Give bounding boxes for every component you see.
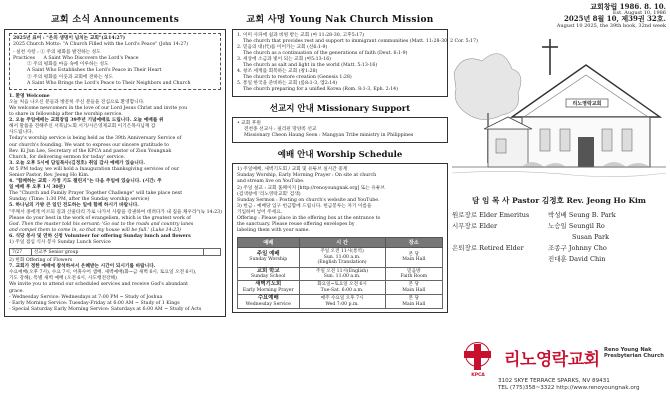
mission-item-en: The church to restore creation (Genesis 1:28) <box>243 75 352 80</box>
table-row <box>238 248 443 267</box>
motto-en: 2025 Church Motto: "A Church Filled with the Lord's Peace" (John 14:27) <box>13 42 189 48</box>
table-row <box>238 281 443 295</box>
ann-4-a: 일 예배 후 오후 1시 30분) <box>9 185 66 191</box>
logo-korean: 리노영락교회 <box>504 350 600 370</box>
table-cell <box>299 267 385 281</box>
ann-2-f: Church, for delivering sermon for today' service. <box>9 154 126 160</box>
bulletin-meta <box>452 4 666 29</box>
mission-list <box>237 33 478 93</box>
practice-first: ① 주의 평화를 발견하는 성도 <box>40 50 101 56</box>
volunteer-table <box>9 248 221 256</box>
church-drawing <box>452 33 666 193</box>
practice-2-en: A Saint Who Establishes the Lord's Peace in Their Heart <box>27 68 162 74</box>
ann-7-b: 기도 강해), 특별 새벽 예배 (오전 6시, 사도행전강해) <box>9 276 117 282</box>
mission-item-en: The church as salt and light in the world (Matt. 5:13-16) <box>243 63 378 68</box>
cell-text: 본 당 <box>408 252 419 258</box>
table-cell <box>203 249 220 256</box>
ann-3: 3. 오늘 오후 5시에 담임목사(김정호) 취임 감사 예배가 있습니다. <box>9 160 145 166</box>
church-illustration <box>452 33 666 193</box>
founded-en: Est. August 10, 1986 <box>612 10 666 17</box>
announcements-column <box>4 4 226 404</box>
table-row <box>238 295 443 309</box>
church-logo-area <box>452 342 666 402</box>
staff-role: 원로장로 Elder Emeritus <box>452 210 530 219</box>
ann-4-c: Sunday. (Time: 1:30 PM, after the Sunday worship service) <box>9 197 150 203</box>
cell-text: 주일 오전 11시(통역) <box>320 249 364 255</box>
ann-6-a: 1) 주일 점심 식사 봉사 Sunday Lunch Service <box>9 240 111 245</box>
practice-3: ③ 주의 평화를 이웃과 교회에 전하는 성도 <box>27 74 114 80</box>
worship-info-line: 2) 주일 설교 : 교회 홈페이지 [http://renoyoungnak.org] 또는 유튜브 <box>237 185 385 191</box>
table-header-row <box>238 238 443 248</box>
worship-lines <box>237 167 443 234</box>
ann-5-b: Please do your best in the work of evangelism, which is the greatest work of <box>9 215 191 221</box>
ann-5-c: God. Then the master told his servant: 'Go out to the roads and country lanes <box>9 221 194 227</box>
worship-info-line: 1) 주일예배, 새벽기도회 / 교회 및 유튜브 실시간 중계 <box>237 167 348 173</box>
table-cell: 선교부 Senior group <box>32 249 204 256</box>
worship-info-line: the sanctuary. Please reuse offering envelopes by <box>237 222 355 228</box>
cell-text: Early Morning Prayer <box>242 287 294 293</box>
staff-role <box>452 232 546 243</box>
ann-7-g: - Special Saturday Early Morning Service: Saturdays at 6:00 AM ~ Study of Acts <box>9 306 202 312</box>
worship-info-line: Sunday Sermon : Posting on church's website and YouTube. <box>237 197 380 203</box>
cell-text: Faith Room <box>400 273 428 279</box>
staff-role: 은퇴장로 Retired Elder <box>452 243 524 252</box>
table-row <box>10 249 221 256</box>
table-cell <box>299 248 385 267</box>
table-row <box>238 267 443 281</box>
practice-label: - 실천 사항 : <box>13 50 39 56</box>
table-cell: 7/27 <box>10 249 32 256</box>
ann-7-c: We invite you to attend our scheduled services and receive God's abundant <box>9 282 188 288</box>
ann-6: 6. 식당 봉사 및 연하 신청 Volunteer for offering Sunday lunch and flowers <box>9 233 191 239</box>
cell-text: Tue-Sat. 6:00 a.m. <box>320 287 364 293</box>
mission-item-kr: 1. 이미 사파에 쉼과 비빙 받는 교회 (마 11:28-30, 고후5:17) <box>237 33 365 38</box>
cell-text: 믿음방 <box>407 268 421 274</box>
address-line: 3102 SKYE TERRACE SPARKS, NV 89431 <box>498 378 610 384</box>
col-header: 시 간 <box>299 238 385 248</box>
staff-row <box>452 232 666 243</box>
missionary-line: 전천종 선교사 : 필리핀 망양족 선교 <box>244 127 317 133</box>
ann-1: 1. 환영 Welcome <box>9 93 50 99</box>
announcements-title: 교회 소식 Announcements <box>50 15 180 25</box>
cell-text: 수요예배 <box>257 295 279 302</box>
staff-list <box>452 210 666 265</box>
church-sign: 리노영락교회 <box>572 100 602 107</box>
worship-table-body <box>238 248 443 309</box>
table-cell <box>299 281 385 295</box>
cell-text: (English Translation) <box>317 260 367 266</box>
ann-3-a: At 5 PM today, we will hold a Inauguration thanksgiving services of our <box>9 166 180 172</box>
ann-1-b: We welcome newcomers in the love of our Lord Jesus Christ and invite you <box>9 105 188 111</box>
table-cell <box>299 295 385 309</box>
worship-table <box>237 237 443 309</box>
worship-info-line: and stream live on YouTube. <box>237 179 305 185</box>
staff-name: 박성배 Seung B. Park <box>548 210 616 219</box>
staff-row <box>452 254 666 265</box>
mission-item-kr: 2. 믿음의 대(代)를 이어가는 교회 (신6:1-9) <box>237 45 328 50</box>
announcements-box <box>4 29 226 317</box>
mission-item-kr: 5. 통일 한국을 준비하는 교회 (롬8:1-3, 엡2:14) <box>237 81 338 86</box>
cell-text: 매주 수요일 오후 7시 <box>320 296 364 302</box>
worship-box <box>232 163 448 313</box>
missionary-box <box>232 117 448 143</box>
staff-row <box>452 210 666 221</box>
contact-line: TEL (775)358~3322 http://www.renoyoungnak.org <box>498 385 640 391</box>
church-address <box>498 378 640 392</box>
cell-text: 교회 학교 <box>256 267 280 274</box>
missionary-title: 선교지 안내 Missionary Support <box>269 104 411 114</box>
staff-name: 조종구 Johnny Cho <box>548 243 607 252</box>
cell-text: Sunday Worship <box>249 257 288 263</box>
table-cell <box>238 267 300 281</box>
mission-item-kr: 3. 세상에 소금과 빛이 되는 교회 (마5:13-16) <box>237 57 332 62</box>
missionary-line: Missionary Cheon Haung Seon : Mangyan Tribe ministry in Philippines <box>244 133 414 139</box>
ann-2-b: 사드립니다. <box>9 130 34 136</box>
cell-text: 주일 예배 <box>256 251 280 258</box>
practice-3-en: A Saint Who Brings the Lord's Peace to Their Neighbors and Church <box>27 80 191 86</box>
practice-en: Practices <box>13 56 36 62</box>
logo-english <box>604 347 664 359</box>
mission-item-en: The church preparing for a unified Korea (Rom. 8:1-3, Eph. 2:14) <box>243 87 398 92</box>
founded-kr: 교회창립 1986. 8. 10. <box>590 2 666 11</box>
cell-text: 화요일~토요일 오전 6시 <box>317 282 367 288</box>
table-cell <box>385 281 442 295</box>
table-cell <box>238 295 300 309</box>
ann-7-a: 수요예배(오후 7시), 수요 7시, 어휴수어 샘배, 새벽예배(화~금 새벽 6시, 토요일 오전 6시), <box>9 270 197 276</box>
issue-kr: 2025년 8월 10, 제39권 32호. <box>563 14 666 24</box>
cell-text: Main Hall <box>402 287 426 293</box>
staff-role: 시무장로 Elder <box>452 221 498 230</box>
ann-7-e: - Wednesday Service: Wednesdays at 7:00 PM ~ Study of Joshua <box>9 294 163 300</box>
worship-info-line: (검색창에 '리노영락교회' 검색) <box>237 191 301 197</box>
cell-text: Sunday School <box>251 273 286 279</box>
ann-4: 4. "함께하는 교회 · 가정 기도 챌린지"는 다음 주일에 있습니다. (시간: 주 <box>9 179 162 185</box>
ann-5-a: "주께서 종에게 이르되 길과 산울타리 가로 나가서 사람을 강권하여 데려다가 내 집을 채우라"(눅 14:23) <box>9 209 222 215</box>
staff-name: 노승일 Seungil Ro <box>548 221 605 230</box>
table-cell <box>385 248 442 267</box>
ann-2-e: Rev. Ki Jun Lee, Secretary of the KPCA and pastor of Zion Youngnak <box>9 148 172 154</box>
pastor-line: 담 임 목 사 Pastor 김정호 Rev. Jeong Ho Kim <box>472 195 646 205</box>
cell-text: 새벽기도회 <box>255 281 282 288</box>
cell-text: Sun. 11:00 a.m. <box>323 273 361 279</box>
cell-text: Wednesday Service <box>245 301 291 307</box>
ann-2-c: Today's worship service is being held as the 39th Anniversary Service of <box>9 136 182 142</box>
cell-text: 본 당 <box>408 296 419 302</box>
ann-3-b: Senior Pastor, Rev. Jeong Ho Kim. <box>9 172 90 178</box>
worship-info-line: Offering : Please place in the offering box at the entrance to <box>237 216 381 222</box>
missionary-line: • 교회 후원 <box>237 121 261 126</box>
kpca-badge: KPCA <box>471 373 485 378</box>
table-cell <box>238 248 300 267</box>
ann-7: 7. 교회가 정한 예배에 참석하셔서 은혜받는 시간이 되시기를 바랍니다. <box>9 264 156 270</box>
practice-1-en: A Saint Who Discovers the Lord's Peace <box>43 56 139 62</box>
table-cell <box>385 295 442 309</box>
staff-row <box>452 221 666 232</box>
mission-title: 교회 사명 Young Nak Church Mission <box>246 15 434 25</box>
col-header: 장소 <box>385 238 442 248</box>
mission-item-en: The church that provides rest and support to immigrant communities (Matt. 11:28-30, 2 Cor. 5:17) <box>243 39 478 44</box>
motto-box <box>9 33 221 90</box>
worship-info-line: 3) 헌금 : 예배당 입구 헌금함에 드립니다. 헌금봉투는 자기 이름을 <box>237 203 372 209</box>
cell-text: 본 당 <box>408 282 419 288</box>
worship-info-line: labeling them with your name. <box>237 228 310 234</box>
staff-name: 진대훈 David Chin <box>548 254 606 263</box>
ann-1-c: to share in fellowship after the worship service. <box>9 112 123 118</box>
mission-item-kr: 4. 창조 세계를 회복하는 교회 (창1:28) <box>237 69 318 74</box>
staff-name: Susan Park <box>572 232 610 241</box>
issue-en: August 10 2025, the 39th book, 32nd week <box>556 22 666 29</box>
ann-7-d: grace. <box>9 288 24 294</box>
kpca-cross-icon <box>456 342 500 378</box>
ann-2-a: 해서 말씀을 전해주신 서북남노회 서기/사은영제교회 이기은목사님께 감 <box>9 124 156 130</box>
ann-2: 2. 오늘 주일예배는 교회창립 39주년 기념예배로 드립니다. 오늘 예배를 위 <box>9 118 164 124</box>
practice-2: ② 주의 평화를 마음 속에 이루하는 성도 <box>27 62 109 68</box>
worship-info-line: Sunday Worship, Early Morning Prayer : On site at church <box>237 173 377 179</box>
ann-6-b: 2) 헌화 Offering of Flowers <box>9 258 73 264</box>
logo-en-line1: Reno Young Nak <box>604 347 652 353</box>
cell-text: Main Hall <box>402 257 426 263</box>
ann-7-f: - Early Morning Service: Tuesday-Friday at 6:00 AM ~ Study of 1 Kings <box>9 300 180 306</box>
table-cell <box>385 267 442 281</box>
mission-item-en: The church as a continuation of the generations of faith (Deut. 6:1-9) <box>243 51 408 56</box>
ann-4-b: The "Church and Family Prayer Together Challenge" will take place next <box>9 191 183 197</box>
ann-2-d: our church's founding. We want to express our sincere gratitude to <box>9 142 169 148</box>
table-cell <box>238 281 300 295</box>
worship-title: 예배 안내 Worship Schedule <box>277 150 403 161</box>
col-header: 예배 <box>238 238 300 248</box>
ann-5: 5. 하나님의 가방 큰 일인 전도하는 일에 함께 하시기 바랍니다. <box>9 203 139 209</box>
cell-text: 주일 오전 11시(English) <box>316 268 369 274</box>
ann-5-d: and compel them to come in, so that my house will be full.' (Luke 14:23) <box>9 227 182 233</box>
cell-text: Main Hall <box>402 301 426 307</box>
mission-box <box>232 29 478 97</box>
logo-en-line2: Presbyterian Church <box>604 353 664 359</box>
worship-info-line: 기입하여 넣어 주세요. <box>237 209 283 215</box>
right-column <box>452 4 666 404</box>
ann-1-a: 오늘 처음 나오신 분들과 방문히 주신 분들을 진심으로 환영합니다. <box>9 99 145 105</box>
cell-text: Sun. 11:00 a.m. <box>323 254 361 260</box>
motto-header: 2025년 표어 : "은의 생명이 넘치는 교회"(요14:27) <box>13 36 126 41</box>
cell-text: Wed 7:00 p.m. <box>325 301 359 307</box>
staff-row <box>452 243 666 254</box>
staff-role <box>452 254 546 265</box>
